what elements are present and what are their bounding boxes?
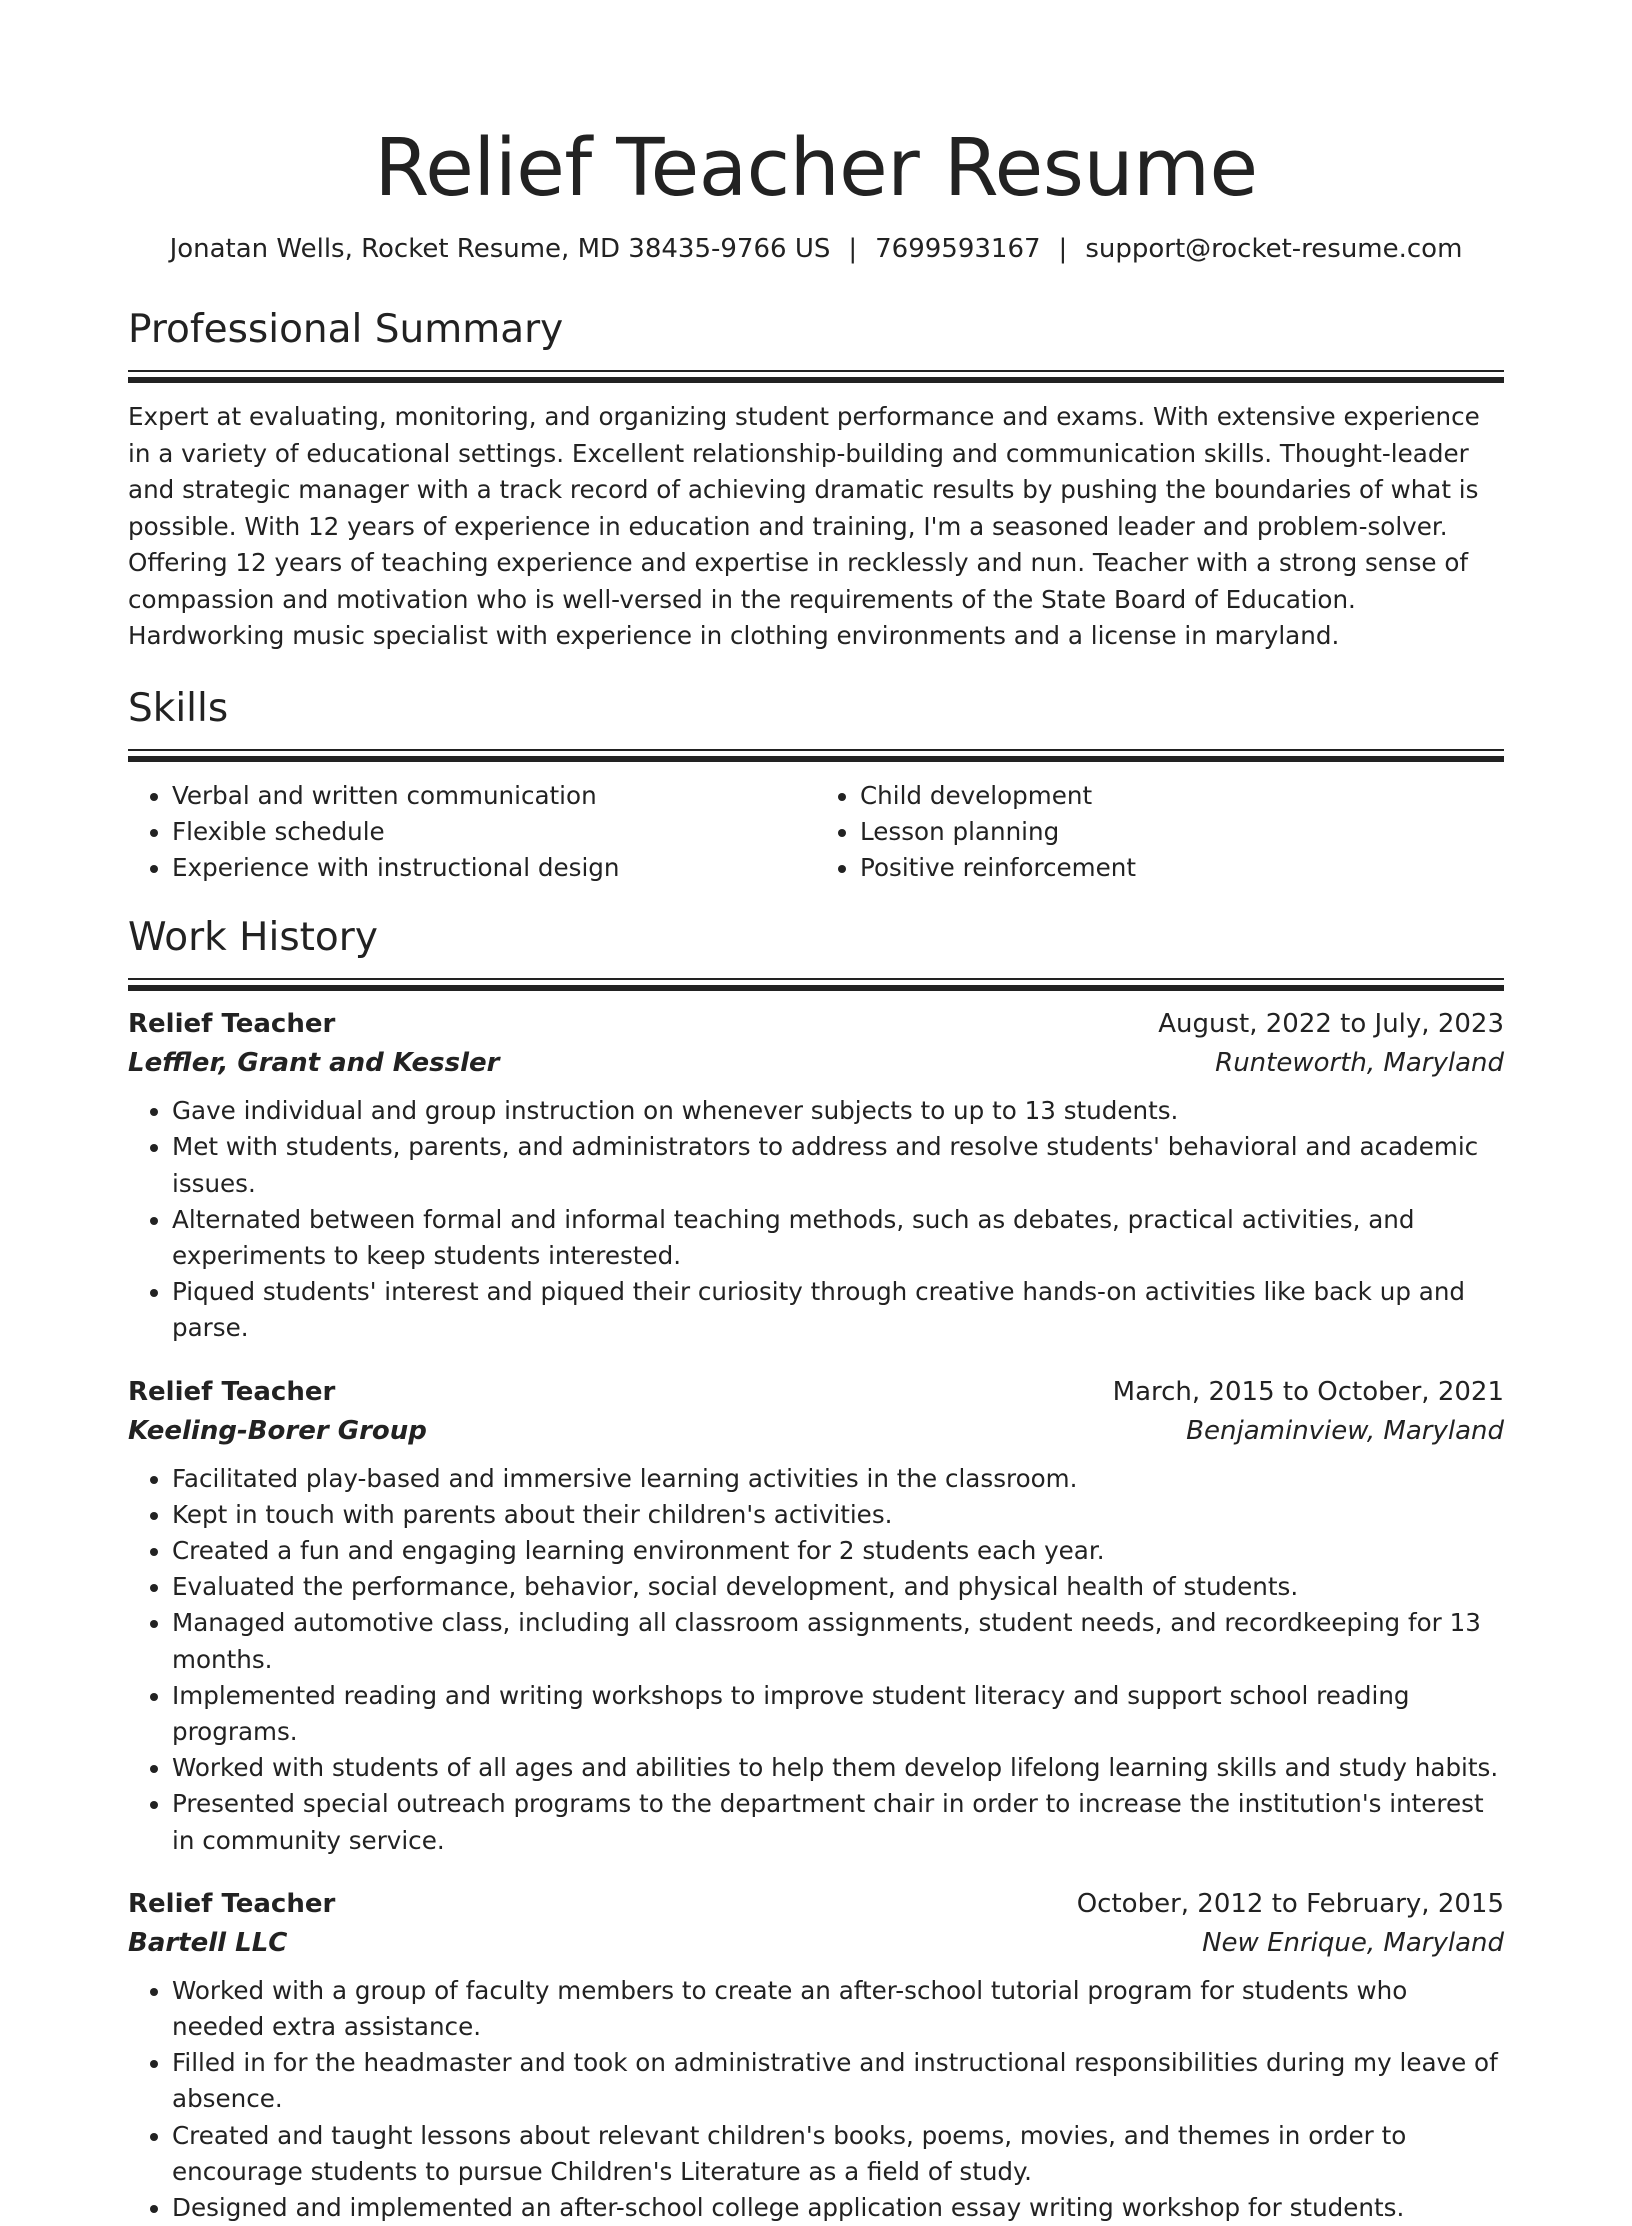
job-company: Bartell LLC: [128, 1927, 288, 1958]
resume-title: Relief Teacher Resume: [374, 122, 1258, 214]
job-entry: [128, 1373, 1504, 1859]
job-dates: August, 2022 to July, 2023: [1158, 1009, 1504, 1040]
job-entry: [128, 1885, 1504, 2226]
job-bullet: • Filled in for the headmaster and took on administrative and instructional responsibilities during my leave of absence.: [172, 2045, 1504, 2117]
section-divider: [128, 370, 1504, 372]
section-heading-summary: Professional Summary: [128, 307, 564, 352]
skill-item: • Child development: [860, 778, 1504, 814]
skill-item: • Lesson planning: [860, 814, 1504, 850]
job-header-row: [128, 1005, 1504, 1043]
contact-address: Jonatan Wells, Rocket Resume, MD 38435-9766 US: [169, 234, 831, 264]
job-bullet: • Managed automotive class, including all classroom assignments, student needs, and recordkeeping for 13 months.: [172, 1605, 1504, 1677]
job-title: Relief Teacher: [128, 1376, 336, 1407]
section-divider-thick: [128, 756, 1504, 762]
job-company: Leffler, Grant and Kessler: [128, 1048, 500, 1079]
summary-text: Expert at evaluating, monitoring, and organizing student performance and exams. With extensive experience in a variety of educational settings. Excellent relationship-building and communication skills. Thought-leader and strategic manager with a track record of achieving dramatic results by pushing the boundaries of what is possible. With 12 years of experience in education and training, I'm a seasoned leader and problem-solver. Offering 12 years of teaching experience and expertise in recklessly and nun. Teacher with a strong sense of compassion and motivation who is well-versed in the requirements of the State Board of Education. Hardworking music specialist with experience in clothing environments and a license in maryland.: [128, 402, 1480, 650]
work-history-section: [128, 912, 1504, 2226]
job-dates: March, 2015 to October, 2021: [1112, 1376, 1504, 1407]
job-bullet: • Kept in touch with parents about their children's activities.: [172, 1497, 1504, 1533]
job-company-row: [128, 1923, 1504, 1963]
skills-list-left: [128, 778, 816, 887]
job-bullet: • Presented special outreach programs to the department chair in order to increase the institution's interest in community service.: [172, 1786, 1504, 1858]
section-divider-thick: [128, 985, 1504, 991]
job-dates: October, 2012 to February, 2015: [1076, 1888, 1504, 1919]
job-title: Relief Teacher: [128, 1009, 336, 1040]
job-bullet: • Worked with a group of faculty members to create an after-school tutorial program for students who needed extra assistance.: [172, 1973, 1504, 2045]
skill-item: • Positive reinforcement: [860, 850, 1504, 886]
section-heading-work-history: Work History: [128, 915, 378, 961]
section-divider: [128, 978, 1504, 980]
contact-separator: |: [1058, 234, 1068, 264]
job-bullet: • Gave individual and group instruction on whenever subjects to up to 13 students.: [172, 1093, 1504, 1129]
job-bullet: • Designed and implemented an after-school college application essay writing workshop for students.: [172, 2190, 1504, 2226]
job-location: New Enrique, Maryland: [1202, 1927, 1504, 1958]
job-company: Keeling-Borer Group: [128, 1415, 427, 1446]
job-bullet: • Created and taught lessons about relevant children's books, poems, movies, and themes in order to encourage students to pursue Children's Literature as a field of study.: [172, 2118, 1504, 2190]
contact-line: [128, 232, 1504, 266]
job-bullet: • Evaluated the performance, behavior, social development, and physical health of students.: [172, 1569, 1504, 1605]
job-location: Runteworth, Maryland: [1215, 1048, 1504, 1079]
job-bullet: • Facilitated play-based and immersive learning activities in the classroom.: [172, 1461, 1504, 1497]
job-company-row: [128, 1043, 1504, 1083]
section-heading-skills: Skills: [128, 685, 229, 731]
skill-item: • Experience with instructional design: [172, 850, 816, 886]
job-header-row: [128, 1373, 1504, 1411]
job-bullets: [128, 1973, 1504, 2226]
section-divider: [128, 749, 1504, 751]
contact-phone: 7699593167: [875, 234, 1041, 264]
job-title: Relief Teacher: [128, 1888, 336, 1919]
job-bullet: • Alternated between formal and informal teaching methods, such as debates, practical activities, and experiments to keep students interested.: [172, 1202, 1504, 1274]
job-bullets: [128, 1093, 1504, 1346]
skill-item: • Verbal and written communication: [172, 778, 816, 814]
contact-separator: |: [848, 234, 858, 264]
job-bullet: • Met with students, parents, and administrators to address and resolve students' behavioral and academic issues.: [172, 1129, 1504, 1201]
job-company-row: [128, 1411, 1504, 1451]
contact-email: support@rocket-resume.com: [1085, 234, 1463, 264]
job-bullet: • Created a fun and engaging learning environment for 2 students each year.: [172, 1533, 1504, 1569]
skills-section: [128, 683, 1504, 887]
section-divider-thick: [128, 377, 1504, 383]
skills-columns: [128, 778, 1504, 887]
job-entry: [128, 1005, 1504, 1346]
job-bullet: • Implemented reading and writing workshops to improve student literacy and support school reading programs.: [172, 1678, 1504, 1750]
job-bullets: [128, 1461, 1504, 1859]
job-header-row: [128, 1885, 1504, 1923]
skill-item: • Flexible schedule: [172, 814, 816, 850]
resume-content: [128, 118, 1504, 2226]
job-location: Benjaminview, Maryland: [1186, 1415, 1504, 1446]
skills-list-right: [816, 778, 1504, 887]
job-bullet: • Piqued students' interest and piqued their curiosity through creative hands-on activities like back up and parse.: [172, 1274, 1504, 1346]
summary-section: [128, 304, 1504, 655]
job-bullet: • Worked with students of all ages and abilities to help them develop lifelong learning skills and study habits.: [172, 1750, 1504, 1786]
